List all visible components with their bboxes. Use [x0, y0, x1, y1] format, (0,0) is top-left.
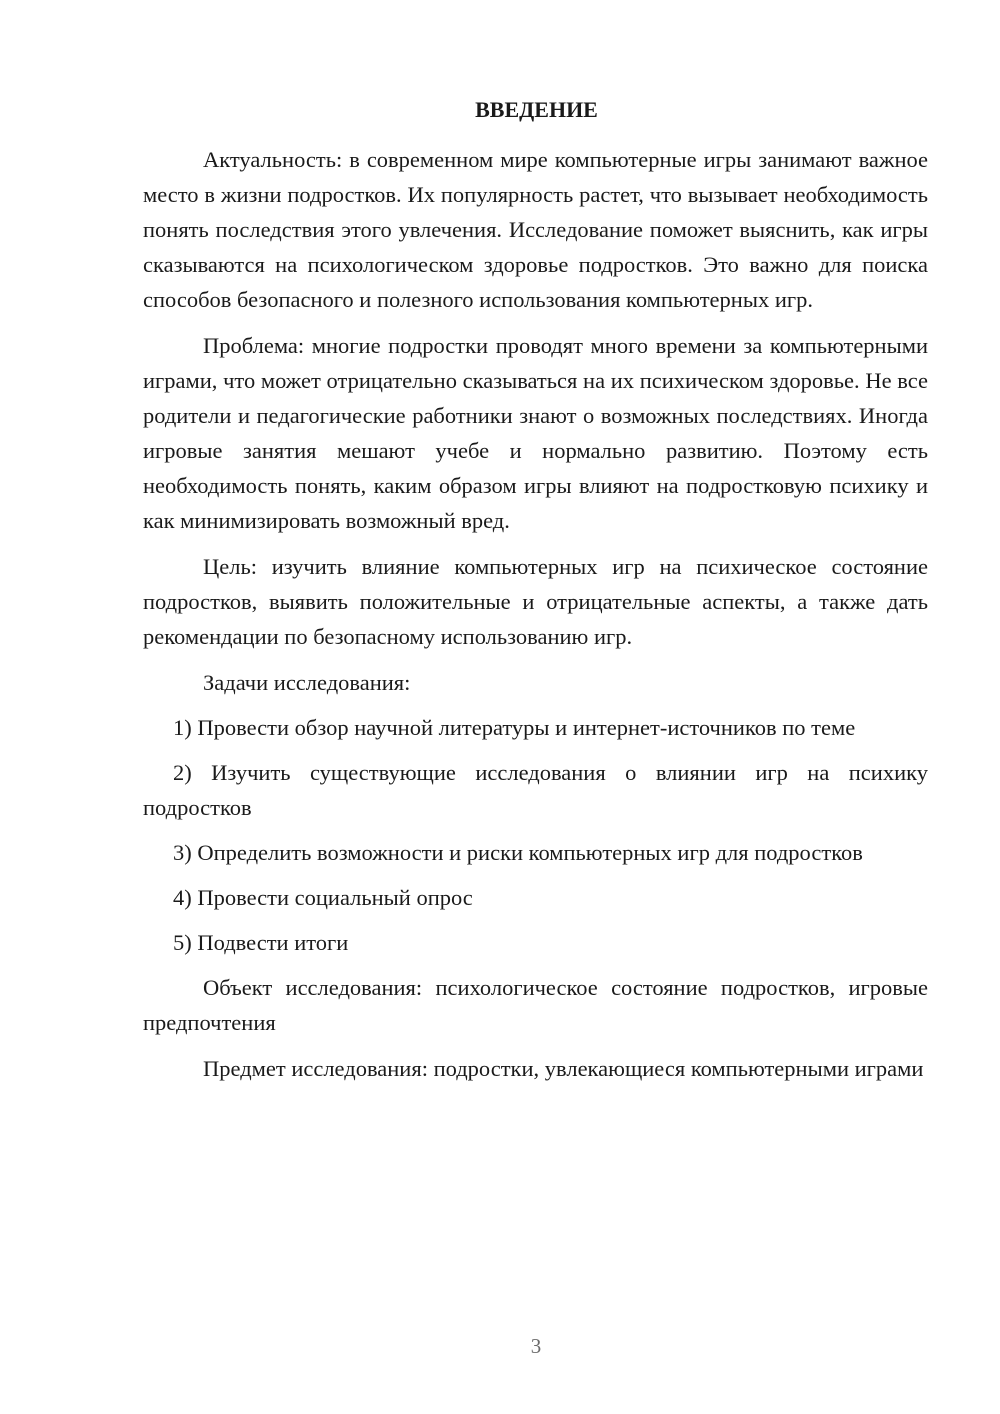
problem-paragraph: Проблема: многие подростки проводят много времени за компьютерными играми, что может отрицательно сказываться на их психическом здоровье. Не все родители и педагогические работники знают о возможных последствиях. Иногда игровые занятия мешают учебе и нормально развитию. Поэтому есть необходимость понять, каким образом игры влияют на подростковую психику и как минимизировать возможный вред.	[143, 333, 928, 533]
task-item: 1) Провести обзор научной литературы и интернет-источников по теме	[173, 715, 856, 740]
page-number: 3	[530, 1334, 542, 1358]
task-item: 5) Подвести итоги	[173, 930, 349, 955]
subject-paragraph: Предмет исследования: подростки, увлекающиеся компьютерными играми	[203, 1056, 924, 1081]
task-item: 4) Провести социальный опрос	[173, 885, 473, 910]
task-item: 2) Изучить существующие исследования о влиянии игр на психику подростков	[143, 760, 928, 820]
goal-paragraph: Цель: изучить влияние компьютерных игр на психическое состояние подростков, выявить положительные и отрицательные аспекты, а также дать рекомендации по безопасному использованию игр.	[143, 554, 928, 649]
section-heading: ВВЕДЕНИЕ	[475, 97, 598, 122]
page-content	[143, 92, 928, 1097]
task-item: 3) Определить возможности и риски компьютерных игр для подростков	[173, 840, 863, 865]
tasks-intro: Задачи исследования:	[203, 670, 411, 695]
relevance-paragraph: Актуальность: в современном мире компьютерные игры занимают важное место в жизни подростков. Их популярность растет, что вызывает необходимость понять последствия этого увлечения. Исследование поможет выяснить, как игры сказываются на психологическом здоровье подростков. Это важно для поиска способов безопасного и полезного использования компьютерных игр.	[143, 147, 928, 312]
object-paragraph: Объект исследования: психологическое состояние подростков, игровые предпочтения	[143, 975, 928, 1035]
